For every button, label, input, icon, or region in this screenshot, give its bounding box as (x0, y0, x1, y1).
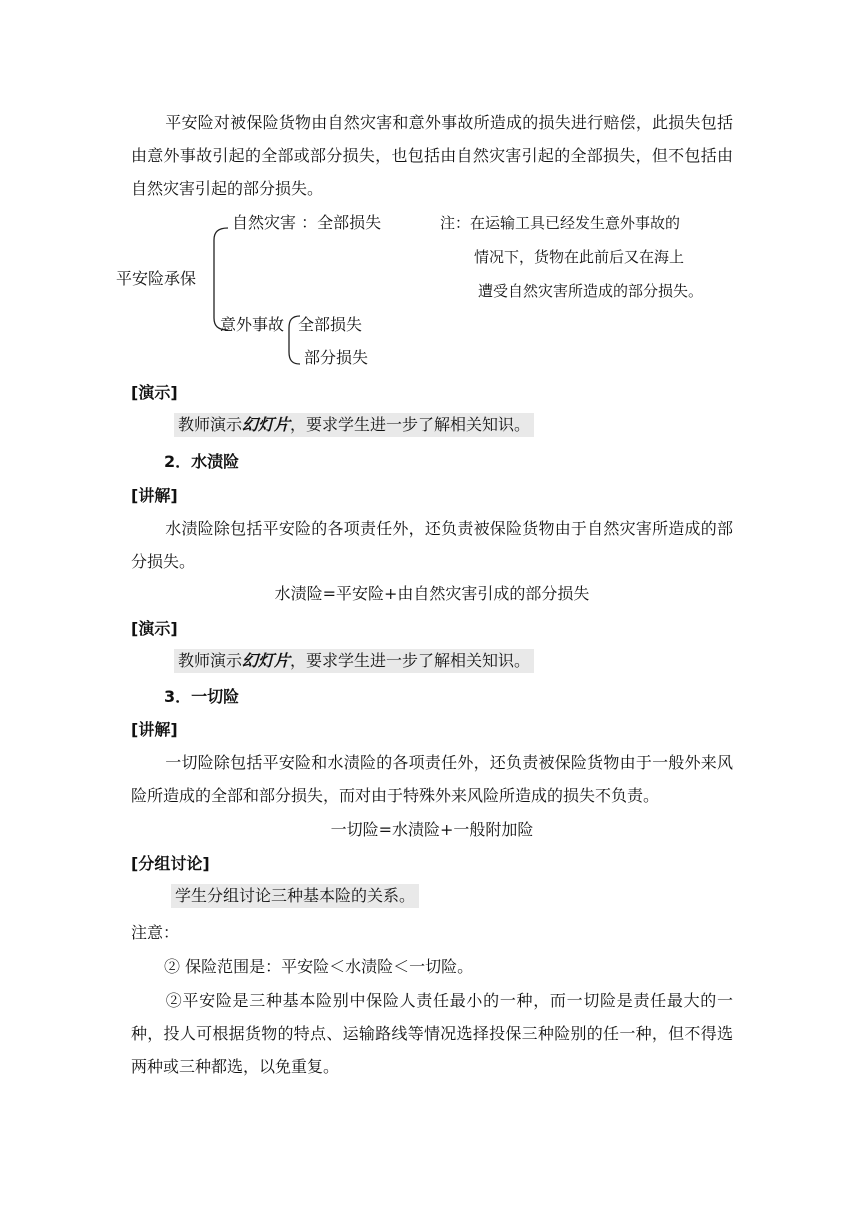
demo-text-1-after: ，要求学生进一步了解相关知识。 (290, 415, 531, 434)
section-3-tag: [讲解] (131, 720, 178, 739)
section-3-formula: 一切险=水渍险+一般附加险 (330, 820, 534, 839)
demo-text-2-after: ，要求学生进一步了解相关知识。 (290, 651, 531, 670)
demo-tag-2: [演示] (131, 619, 178, 638)
section-2-heading: 2．水渍险 (164, 452, 240, 471)
diagram-accident-full: 全部损失 (298, 315, 363, 334)
slideshow-label-2: 幻灯片 (242, 651, 291, 670)
diagram-accident-partial: 部分损失 (304, 348, 369, 367)
section-2-paragraph: 水渍险除包括平安险的各项责任外，还负责被保险货物由于自然灾害所造成的部分损失。 (131, 519, 733, 571)
section-3-heading: 3．一切险 (164, 687, 240, 706)
diagram-branch-accident: 意外事故 (220, 315, 285, 334)
diagram-branch-natural: 自然灾害 ：全部损失 (232, 213, 382, 232)
demo-tag-1: [演示] (131, 383, 178, 402)
demo-text-1-before: 教师演示 (178, 415, 243, 434)
notes-item-1: ② 保险范围是：平安险＜水渍险＜一切险。 (164, 957, 474, 976)
diagram-note-line-2: 情况下，货物在此前后又在海上 (474, 248, 685, 266)
notes-title: 注意： (131, 923, 180, 942)
section-2-formula: 水渍险=平安险+由自然灾害引成的部分损失 (274, 584, 590, 603)
section-2-tag: [讲解] (131, 486, 178, 505)
notes-item-2: ②平安险是三种基本险别中保险人责任最小的一种，而一切险是责任最大的一种，投人可根据货物的特点、运输路线等情况选择投保三种险别的任一种，但不得选两种或三种都选，以免重复。 (131, 991, 733, 1076)
section-3-paragraph: 一切险除包括平安险和水渍险的各项责任外，还负责被保险货物由于一般外来风险所造成的全部和部分损失，而对由于特殊外来风险所造成的损失不负责。 (131, 753, 733, 805)
diagram-note-line-3: 遭受自然灾害所造成的部分损失。 (478, 282, 704, 300)
intro-paragraph: 平安险对被保险货物由自然灾害和意外事故所造成的损失进行赔偿，此损失包括由意外事故引起的全部或部分损失，也包括由自然灾害引起的全部损失，但不包括由自然灾害引起的部分损失。 (131, 113, 733, 198)
demo-text-2 (174, 649, 534, 673)
diagram-root: 平安险承保 (116, 269, 197, 288)
slideshow-label-1: 幻灯片 (242, 415, 291, 434)
demo-text-1 (174, 413, 534, 437)
diagram-note-line-1: 注：在运输工具已经发生意外事故的 (440, 214, 681, 232)
demo-text-2-before: 教师演示 (178, 651, 243, 670)
discussion-text: 学生分组讨论三种基本险的关系。 (171, 884, 419, 908)
discussion-tag: [分组讨论] (131, 854, 210, 873)
